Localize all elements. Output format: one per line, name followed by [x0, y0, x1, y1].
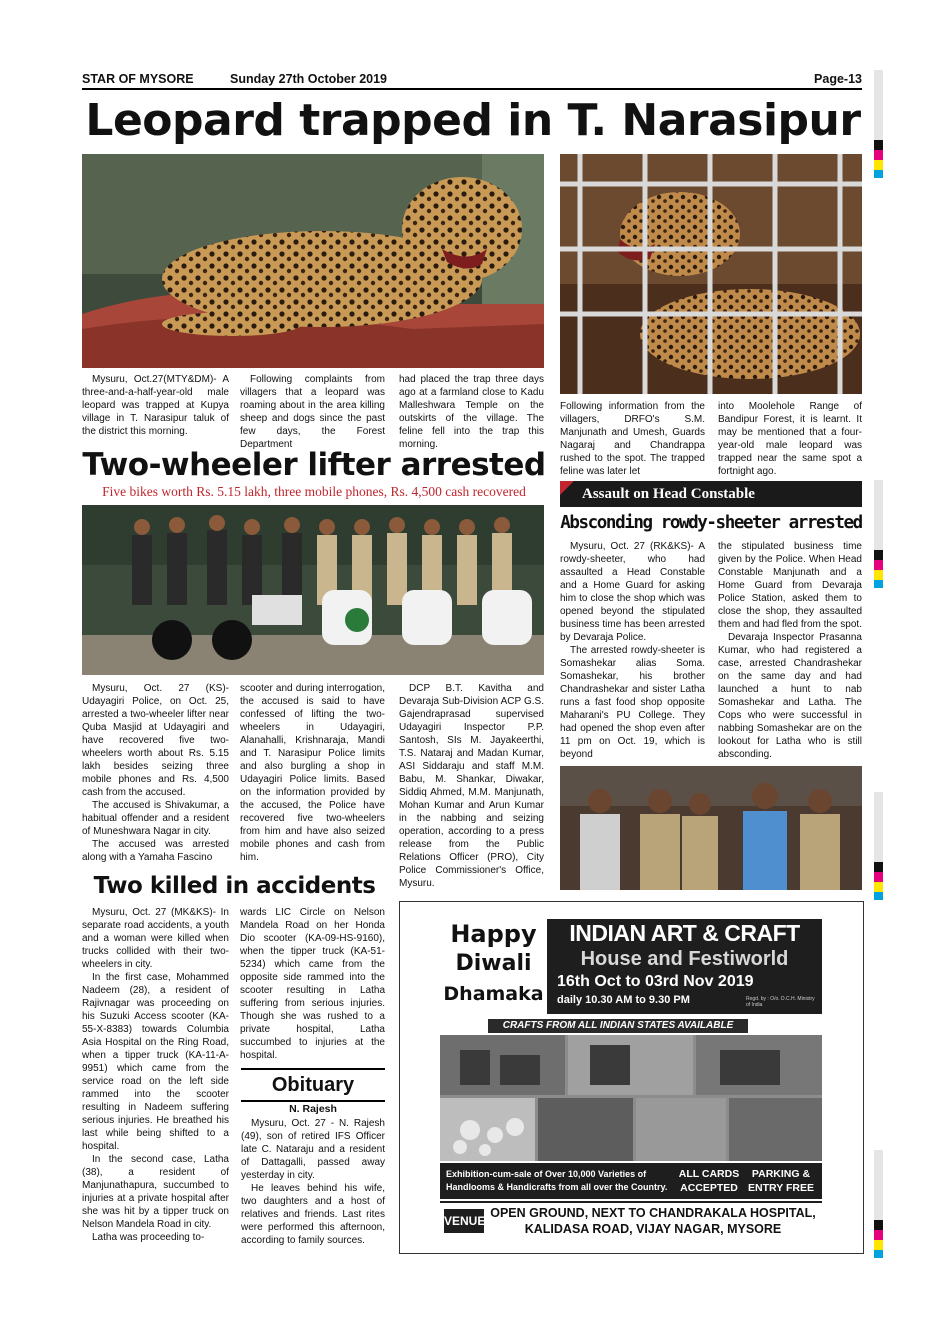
- obituary-text: [241, 1117, 385, 1247]
- leopard-col-5: [718, 400, 862, 478]
- leopard-col-4: [560, 400, 705, 478]
- ad-crafts-banner: CRAFTS FROM ALL INDIAN STATES AVAILABLE: [488, 1019, 748, 1033]
- ad-diwali: Diwali: [455, 951, 532, 976]
- accidents-headline: Two killed in accidents: [93, 873, 376, 899]
- ad-parking: [744, 1167, 818, 1195]
- ad-cards-2: ACCEPTED: [680, 1182, 738, 1194]
- twowheeler-photo: [82, 505, 544, 675]
- ad-title-block: [547, 919, 822, 1014]
- twowheeler-subhead: Five bikes worth Rs. 5.15 lakh, three mobile phones, Rs. 4,500 cash recovered: [102, 484, 526, 499]
- ad-title1: INDIAN ART & CRAFT: [569, 920, 800, 946]
- assault-col-1-p1: Mysuru, Oct. 27 (RK&KS)- A rowdy-sheeter, who had assaulted a Head Constable and a Home Guard for asking him to close the shop which was opened beyond the stipulated business time has been arrested by Devaraja Police.: [560, 541, 705, 643]
- assault-col-2-p1: the stipulated business time given by the Police. When Head Constable Manjunath and a Home Guard from Devaraja Police Station, asked them to close the shop, they assaulted them and had fled from the spot.: [718, 541, 862, 630]
- leopard-col-5-text: into Moolehole Range of Bandipur Forest, it is learnt. It may be mentioned that a four-year-old male leopard was trapped near the same spot a fortnight ago.: [718, 401, 862, 477]
- assault-col-1-p2: The arrested rowdy-sheeter is Somashekar alias Soma. Somashekar, his brother Chandrashekar and sister Latha runs a fast food shop opposite Maharani's PU College. They had opened the shop even after 11 pm on Oct. 19, which is beyond: [560, 645, 705, 760]
- ad-exhibition-2: Handlooms & Handicrafts from all over the Country.: [446, 1182, 668, 1192]
- obituary-heading: Obituary: [241, 1068, 385, 1102]
- kicker-triangle-icon: [560, 481, 574, 495]
- ad-venue-strip: [440, 1201, 822, 1237]
- assault-kicker: [560, 481, 862, 507]
- ad-exhibition: [446, 1168, 676, 1194]
- twowheeler-col-2-text: scooter and during interrogation, the accused is said to have confessed of lifting the two-wheelers in Udayagiri, Alanahalli, Krishnaraja, Mandi and T. Narasipur Police limits and also burgling a shop in Udayagiri Police limits. Based on the information provided by the accused, the Police have recovered five two-wheelers from him and have also seized mobile phones and cash from him.: [240, 683, 385, 863]
- accidents-col-1: [82, 906, 229, 1244]
- ad-parking-1: PARKING &: [751, 1168, 811, 1180]
- issue-date: Sunday 27th October 2019: [230, 72, 388, 86]
- assault-col-2: [718, 540, 862, 761]
- twowheeler-col-2: [240, 682, 385, 864]
- twowheeler-headline: Two-wheeler lifter arrested: [82, 447, 546, 483]
- page-number: Page-13: [814, 72, 862, 86]
- ad-title2: House and Festiworld: [580, 948, 789, 970]
- twowheeler-col-1-p2: The accused is Shivakumar, a habitual offender and a resident of Muneshwara Nagar in city.: [82, 800, 229, 837]
- accidents-col-1-p2: In the first case, Mohammed Nadeem (28), a resident of Rajivnagar was proceeding on his Suzuki Access scooter (KA-55-X-8383) towards Columbia Asia Hospital on the Ring Road, when a tipper truck (KA-11-A-9951) which came from the service road on the left side rammed into the scooter resulting in Nadeem suffering serious injuries. He breathed his last while being shifted to a hospital.: [82, 972, 229, 1152]
- assault-headline: Absconding rowdy-sheeter arrested: [560, 513, 862, 533]
- leopard-col-2-text: Following complaints from villagers that a leopard was roaming about in the area killing sheep and dogs since the past few days, the Forest Department: [240, 374, 385, 450]
- assault-col-2-p2: Devaraja Inspector Prasanna Kumar, who had registered a case, arrested Chandrashekar on the same day and had launched a hunt to nab Somashekar and Latha. The Cops who were successful in nabbing Somashekar are on the lookout for Latha who is still absconding.: [718, 632, 862, 760]
- leopard-photo-cage: [560, 154, 862, 394]
- ad-crafts-photos: [440, 1035, 822, 1161]
- leopard-col-4-text: Following information from the villagers, DRFO's S.M. Manjunath and Umesh, Guards Nagaraj and Chandrappa rushed to the spot. The trapped feline was later let: [560, 401, 705, 477]
- assault-photo: [560, 766, 862, 890]
- ad-address-2: KALIDASA ROAD, VIJAY NAGAR, MYSORE: [524, 1222, 782, 1236]
- ad-exhibition-1: Exhibition-cum-sale of Over 10,000 Varieties of: [446, 1169, 647, 1179]
- leopard-col-3: [399, 373, 544, 451]
- twowheeler-col-3: [399, 682, 544, 890]
- twowheeler-col-3-text: DCP B.T. Kavitha and Devaraja Sub-Division ACP G.S. Gajendraprasad supervised Udayagiri Inspector P.P. Santosh, SIs M. Jayakeerthi, T.S. Nataraj and Madan Kumar, ASI Siddaraju and staff M.M. Babu, M. Shankar, Diwakar, Siddiq Ahmed, M.M. Manjunath, Mohan Kumar and Arun Kumar in the nabbing and seizing operation, according to a press release from the Public Relations Officer (PRO), City Police Commissioner's Office, Mysuru.: [399, 683, 544, 889]
- assault-col-1: [560, 540, 705, 761]
- accidents-col-2: [240, 906, 385, 1062]
- ad-cards-1: ALL CARDS: [678, 1168, 740, 1180]
- ad-dates: 16th Oct to 03rd Nov 2019: [557, 973, 754, 990]
- leopard-col-1-text: Mysuru, Oct.27(MTY&DM)- A three-and-a-half-year-old male leopard was trapped at Kupya village in T. Narasipur taluk of the district this morning.: [82, 374, 229, 437]
- registration-marks: [874, 70, 883, 1270]
- ad-info-strip: [440, 1163, 822, 1199]
- accidents-col-1-p4: Latha was proceeding to-: [92, 1232, 205, 1243]
- twowheeler-col-1-p3: The accused was arrested along with a Yamaha Fascino: [82, 839, 229, 863]
- obituary-p1: Mysuru, Oct. 27 - N. Rajesh (49), son of retired IFS Officer late C. Nataraju and a resident of Dattagalli, passed away yesterday in city.: [241, 1118, 385, 1181]
- assault-kicker-text: Assault on Head Constable: [582, 486, 755, 502]
- ad-address: [488, 1205, 818, 1237]
- twowheeler-col-1-p1: Mysuru, Oct. 27 (KS)- Udayagiri Police, on Oct. 25, arrested a two-wheeler lifter near Quba Masjid at Udayagiri and have recovered five two-wheelers worth about Rs. 5.15 lakh besides seizing three mobile phones and Rs. 4,500 cash from the accused.: [82, 683, 229, 798]
- ad-left-block: [440, 919, 547, 1014]
- leopard-headline: Leopard trapped in T. Narasipur: [85, 95, 861, 146]
- leopard-col-2: [240, 373, 385, 451]
- obituary-name: N. Rajesh: [289, 1103, 337, 1115]
- twowheeler-col-1: [82, 682, 229, 864]
- ad-address-1: OPEN GROUND, NEXT TO CHANDRAKALA HOSPITAL,: [490, 1206, 816, 1220]
- ad-happy: Happy: [450, 920, 537, 948]
- obituary-p2: He leaves behind his wife, two daughters and a host of relatives and friends. Last rites were performed this afternoon, according to family sources.: [241, 1183, 385, 1246]
- masthead: [82, 70, 862, 90]
- ad-cards: [678, 1167, 740, 1195]
- ad-timing: daily 10.30 AM to 9.30 PM: [557, 994, 690, 1006]
- accidents-col-2-text: wards LIC Circle on Nelson Mandela Road on her Honda Dio scooter (KA-09-HS-9160), when the tipper truck (KA-51-5234) which came from the opposite side rammed into the scooter resulting in Latha suffering from serious injuries. Though she was rushed to a private hospital, Latha succumbed to injuries at the hospital.: [240, 907, 385, 1061]
- ad-parking-2: ENTRY FREE: [748, 1182, 814, 1194]
- leopard-photo-main: [82, 154, 544, 368]
- paper-name: STAR OF MYSORE: [82, 72, 194, 86]
- ad-dhamaka: Dhamaka: [443, 983, 544, 1005]
- diwali-ad: [440, 919, 822, 1237]
- leopard-col-3-text: had placed the trap three days ago at a farmland close to Kadu Malleshwara Temple on the outskirts of the village. The feline fell into the trap this morning.: [399, 374, 544, 450]
- leopard-col-1: [82, 373, 229, 438]
- accidents-col-1-p1: Mysuru, Oct. 27 (MK&KS)- In separate road accidents, a youth and a woman were killed when trucks collided with their two-wheelers in city.: [82, 907, 229, 970]
- ad-regd: Regd. by : O/o. D.C.H. Ministry of India: [746, 996, 815, 1008]
- ad-venue-label: VENUE: [444, 1209, 484, 1233]
- accidents-col-1-p3: In the second case, Latha (38), a resident of Manjunathapura, succumbed to injuries at a private hospital after she was hit by a tipper truck on Nelson Mandela Road in city.: [82, 1154, 229, 1230]
